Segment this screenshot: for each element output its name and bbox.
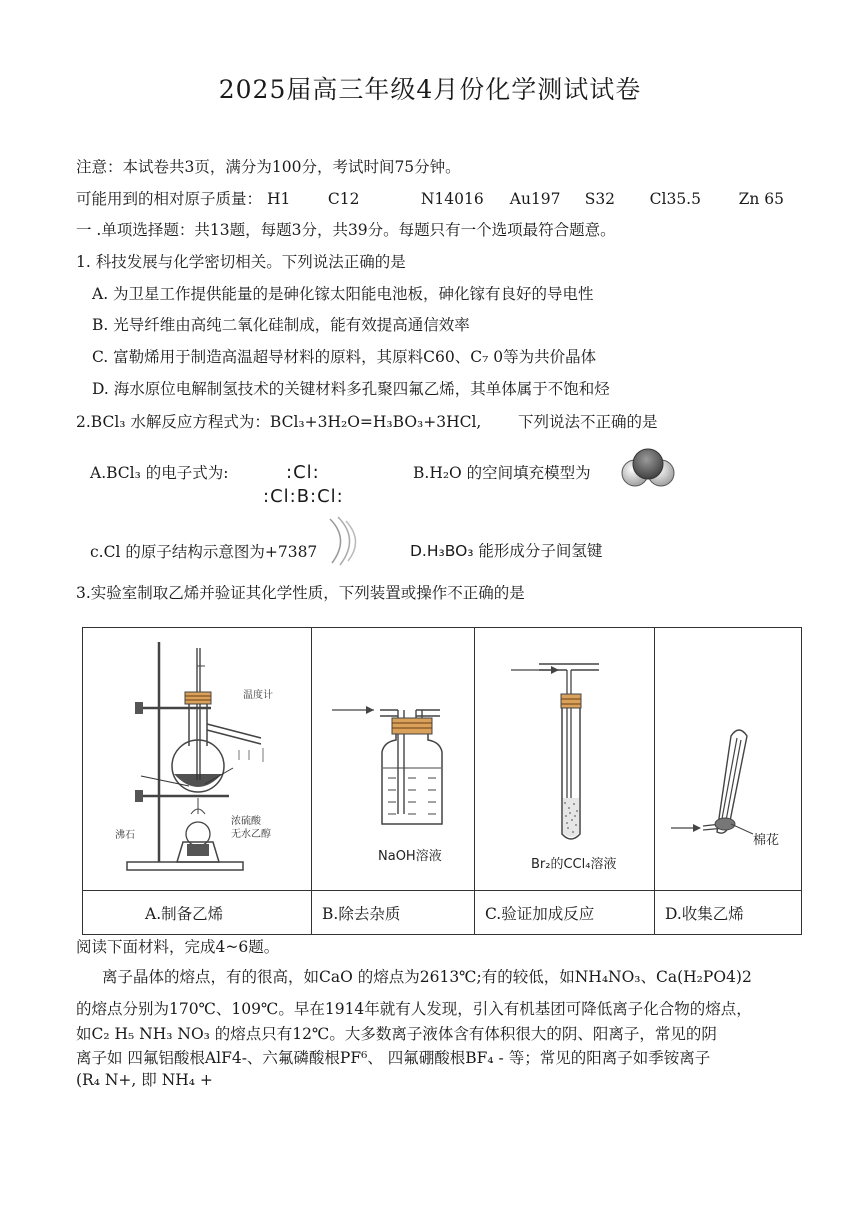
caption-c: C.验证加成反应 xyxy=(475,891,655,935)
q1-stem: 1. 科技发展与化学密切相关。下列说法正确的是 xyxy=(76,253,406,271)
bromine-label: Br₂的CCl₄溶液 xyxy=(531,857,617,872)
mass-cl: Cl35.5 xyxy=(649,190,701,208)
lewis-middle: :Cl:B:Cl: xyxy=(263,486,344,507)
q1-option-b: B. 光导纤维由高纯二氧化硅制成，能有效提高通信效率 xyxy=(92,316,470,334)
q1-option-d: D. 海水原位电解制氢技术的关键材料多孔聚四氟乙烯，其单体属于不饱和烃 xyxy=(92,380,610,398)
mass-n: N14016 xyxy=(420,190,484,208)
mass-au: Au197 xyxy=(509,190,561,208)
mass-c: C12 xyxy=(327,190,360,208)
q2-option-c: c.Cl 的原子结构示意图为+7387 xyxy=(90,543,318,561)
gas-collection-diagram xyxy=(655,628,801,886)
acid-label: 浓硫酸 xyxy=(231,816,261,827)
mass-h: H1 xyxy=(266,190,291,208)
ethanol-label: 无水乙醇 xyxy=(231,829,271,840)
q3-stem: 3.实验室制取乙烯并验证其化学性质，下列装置或操作不正确的是 xyxy=(76,584,525,602)
q2-stem: 2.BCl₃ 水解反应方程式为：BCl₃+3H₂O=H₃BO₃+3HCl, xyxy=(76,413,482,431)
mass-zn: Zn 65 xyxy=(738,190,784,208)
material-line-3: 如C₂ H₅ NH₃ NO₃ 的熔点只有12℃。大多数离子液体含有体积很大的阴、阳离子，常见的阴 xyxy=(76,1025,717,1043)
atomic-mass-label: 可能用到的相对原子质量： xyxy=(76,190,263,208)
ethylene-generator-diagram xyxy=(83,628,311,886)
lewis-top: :Cl: xyxy=(286,462,320,483)
caption-d: D.收集乙烯 xyxy=(655,891,802,935)
material-line-5: (R₄ N+, 即 NH₄ + xyxy=(76,1071,213,1089)
q1-option-a: A. 为卫星工作提供能量的是砷化镓太阳能电池板，砷化镓有良好的导电性 xyxy=(92,285,594,303)
reading-instruction: 阅读下面材料，完成4~6题。 xyxy=(76,938,280,956)
cotton-label: 棉花 xyxy=(753,833,780,848)
q2-stem-tail: 下列说法不正确的是 xyxy=(518,413,658,431)
apparatus-a-cell xyxy=(83,628,312,891)
bromine-test-tube-diagram xyxy=(475,628,654,886)
apparatus-c-cell xyxy=(475,628,655,891)
material-line-2: 的熔点分别为170℃、109℃。早在1914年就有人发现，引入有机基团可降低离子化合物的熔点， xyxy=(76,1000,752,1018)
exam-notice: 注意：本试卷共3页，满分为100分，考试时间75分钟。 xyxy=(76,158,461,176)
q2-option-d: D.H₃BO₃ 能形成分子间氢键 xyxy=(410,542,603,560)
section-heading: 一 .单项选择题：共13题，每题3分，共39分。每题只有一个选项最符合题意。 xyxy=(76,221,616,239)
apparatus-b-cell xyxy=(312,628,475,891)
caption-b: B.除去杂质 xyxy=(312,891,475,935)
material-line-4: 离子如 四氟铝酸根AlF4-、六氟磷酸根PF⁶、 四氟硼酸根BF₄ - 等；常见的阳离子如季铵离子 xyxy=(76,1049,711,1067)
caption-a: A.制备乙烯 xyxy=(83,891,312,935)
stone-label: 沸石 xyxy=(115,830,135,841)
thermometer-label: 温度计 xyxy=(243,690,273,701)
apparatus-table xyxy=(82,627,802,935)
mass-s: S32 xyxy=(584,190,616,208)
naoh-wash-bottle-diagram xyxy=(312,628,474,886)
atomic-mass-line xyxy=(76,187,784,209)
q1-option-c: C. 富勒烯用于制造高温超导材料的原料，其原料C60、C₇ 0等为共价晶体 xyxy=(92,348,597,366)
page-title: 2025届高三年级4月份化学测试试卷 xyxy=(218,75,642,104)
electron-shell-arcs-icon xyxy=(326,515,360,567)
material-line-1: 离子晶体的熔点，有的很高，如CaO 的熔点为2613℃;有的较低，如NH₄NO₃、Ca(H₂PO4)2 xyxy=(102,968,752,986)
q2-option-b: B.H₂O 的空间填充模型为 xyxy=(413,464,591,482)
q2-option-a: A.BCl₃ 的电子式为: xyxy=(90,464,229,482)
apparatus-d-cell xyxy=(655,628,802,891)
water-model-icon xyxy=(620,446,676,492)
naoh-label: NaOH溶液 xyxy=(378,849,442,864)
